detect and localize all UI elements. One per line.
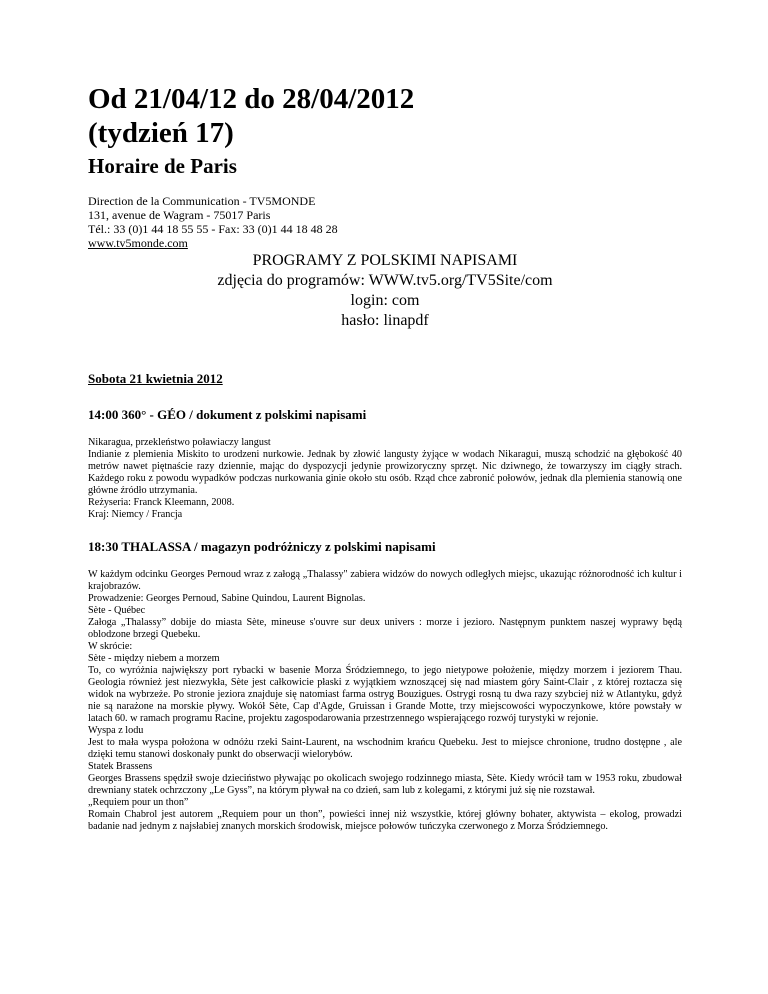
description-line: Indianie z plemienia Miskito to urodzeni nurkowie. Jednak by złowić langusty żyjące w wodach Nikaragui, muszą schodzić na głębokość 40 metrów nawet piętnaście razy dziennie, mając do dyspozycji jedynie prowizoryczny sprzęt. Nic dziwnego, że towarzyszy im ciągły strach. Każdego roku z powodu wypadków podczas nurkowania ginie około stu osób. Rząd chce zabronić połowów, jednak dla plemienia stanowią one główne źródło utrzymania.: [88, 449, 682, 496]
description-line: Romain Chabrol jest autorem „Requiem pour un thon”, powieści innej niż wszystkie, której główny bohater, aktywista – ekolog, prowadzi badanie nad jednym z najsłabiej znanych morskich środowisk, miejsce połowów tuńczyka czerwonego z Morza Śródziemnego.: [88, 809, 682, 832]
description-line: Georges Brassens spędził swoje dzieciństwo pływając po okolicach swojego rodzinnego miasta, Sète. Kiedy wrócił tam w 1953 roku, zbudował drewniany statek ochrzczony „Le Gyss”, na którym pływał na co dzień, sam lub z kolegami, z którymi już się nie rozstawał.: [88, 773, 682, 796]
description-line: Kraj: Niemcy / Francja: [88, 509, 183, 520]
program-description-thalassa: [88, 569, 682, 833]
description-line: Jest to mała wyspa położona w odnóżu rzeki Saint-Laurent, na wschodnim krańcu Quebeku. Jest to miejsce chronione, trudno dostępne , ale dzięki temu stanowi doskonały punkt do obserwacji wielorybów.: [88, 737, 682, 760]
login-info: login: com: [350, 292, 420, 309]
contact-department: Direction de la Communication - TV5MONDE: [88, 194, 316, 208]
contact-address: 131, avenue de Wagram - 75017 Paris: [88, 208, 271, 222]
website-link[interactable]: www.tv5monde.com: [88, 236, 188, 250]
description-line: W każdym odcinku Georges Pernoud wraz z załogą „Thalassy" zabiera widzów do nowych odległych miejsc, ukazując różnorodność ich kultur i krajobrazów.: [88, 569, 682, 592]
description-line: Sète - między niebem a morzem: [88, 653, 220, 664]
document-page: [88, 82, 682, 833]
day-heading: Sobota 21 kwietnia 2012: [88, 371, 223, 386]
subtitles-info-block: [88, 251, 682, 331]
contact-block: [88, 194, 682, 250]
description-line: Statek Brassens: [88, 761, 153, 772]
program-heading-thalassa: [88, 539, 682, 555]
password-info: hasło: linapdf: [341, 312, 429, 329]
description-line: Załoga „Thalassy” dobije do miasta Sète, mineuse s'ouvre sur deux univers : morze i jezioro. Następnym punktem naszej wyprawy będą oblodzone brzegi Quebeku.: [88, 617, 682, 640]
page-subtitle: Horaire de Paris: [88, 154, 237, 178]
description-line: To, co wyróżnia największy port rybacki w basenie Morza Śródziemnego, to jego nietypowe położenie, między morzem i jeziorem Thau. Geologia również jest niezwykła, Sète jest całkowicie płaski z wyjątkiem wznoszącej się nad miastem góry Saint-Clair , z której roztacza się widok na wybrzeże. Po stronie jeziora znajduje się natomiast farma ostryg Bouzigues. Ostrygi rosną tu dwa razy szybciej niż w Atlantyku, gdyż nie są narażone na morskie pływy. Wokół Sète, Cap d'Agde, Gruissan i Grande Motte, trzy miejscowości wypoczynkowe, które powstały w latach 60. w ramach programu Racine, projektu zagospodarowania przestrzennego wspierającego rozwój turystyki w rejonie.: [88, 665, 682, 724]
program-heading-time: 18:30 THALASSA: [88, 539, 191, 554]
program-description-geo: [88, 437, 682, 521]
subtitles-heading: PROGRAMY Z POLSKIMI NAPISAMI: [252, 252, 518, 269]
photos-info: zdjęcia do programów: WWW.tv5.org/TV5Site/com: [217, 272, 553, 289]
description-line: „Requiem pour un thon”: [88, 797, 189, 808]
description-line: Sète - Québec: [88, 605, 146, 616]
contact-phone-fax: Tél.: 33 (0)1 44 18 55 55 - Fax: 33 (0)1 44 18 48 28: [88, 222, 338, 236]
description-line: Reżyseria: Franck Kleemann, 2008.: [88, 497, 235, 508]
description-line: Wyspa z lodu: [88, 725, 144, 736]
description-line: Nikaragua, przekleństwo poławiaczy langust: [88, 437, 271, 448]
program-heading-type: / magazyn podróżniczy z polskimi napisami: [190, 539, 436, 554]
description-line: W skrócie:: [88, 641, 133, 652]
page-title: [88, 82, 682, 150]
program-heading-geo: 14:00 360° - GÉO / dokument z polskimi napisami: [88, 407, 367, 422]
title-line-dates: Od 21/04/12 do 28/04/2012: [88, 83, 415, 115]
description-line: Prowadzenie: Georges Pernoud, Sabine Quindou, Laurent Bignolas.: [88, 593, 366, 604]
title-line-week: (tydzień 17): [88, 117, 234, 149]
